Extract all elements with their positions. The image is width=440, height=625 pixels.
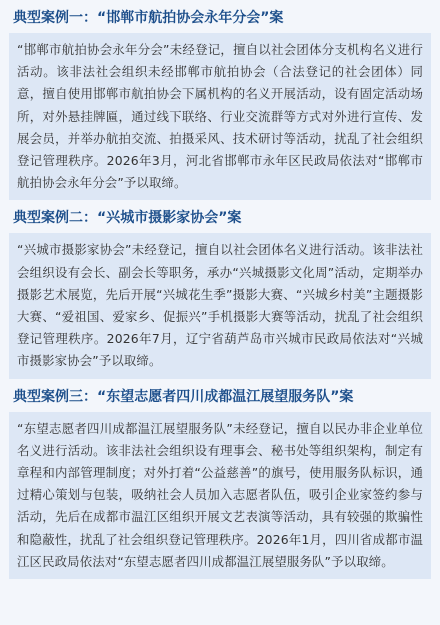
case-one-title: 典型案例一：“邯郸市航拍协会永年分会”案 [13, 10, 284, 26]
case-one-body: “邯郸市航拍协会永年分会”未经登记，擅自以社会团体分支机构名义进行活动。该非法社会组织未经邯郸市航拍协会（合法登记的社会团体）同意，擅自使用邯郸市航拍协会下属机构的名义开展活动，设有固定活动场所，对外悬挂牌匾，通过线下联络、行业交流群等方式对外进行宣传、发展会员，并举办航拍交流、拍摄采风、技术研讨等活动，扰乱了社会组织登记管理秩序。2026年3月，河北省邯郸市永年区民政局依法对“邯郸市航拍协会永年分会”予以取缔。 [17, 42, 423, 191]
case-two [9, 208, 431, 378]
case-one [9, 8, 431, 200]
case-three [9, 387, 431, 579]
case-two-title: 典型案例二：“兴城市摄影家协会”案 [13, 210, 242, 227]
case-three-body: “东望志愿者四川成都温江展望服务队”未经登记，擅自以民办非企业单位名义进行活动。该非法社会组织设有理事会、秘书处等组织架构，制定有章程和内部管理制度；对外打着“公益慈善”的旗号，使用服务队标识，通过精心策划与包装，吸纳社会人员加入志愿者队伍，吸引企业家签约参与活动，先后在成都市温江区组织开展文艺表演等活动，具有较强的欺骗性和隐蔽性，扰乱了社会组织登记管理秩序。2026年1月，四川省成都市温江区民政局依法对“东望志愿者四川成都温江展望服务队”予以取缔。 [17, 420, 423, 569]
case-two-box [9, 233, 431, 378]
case-three-box [9, 412, 431, 579]
case-two-body: “兴城市摄影家协会”未经登记，擅自以社会团体名义进行活动。该非法社会组织设有会长、副会长等职务，承办“兴城摄影文化周”活动，定期举办摄影艺术展览，先后开展“兴城花生季”摄影大赛、“兴城乡村美”主题摄影大赛、“爱祖国、爱家乡、促振兴”手机摄影大赛等活动，扰乱了社会组织登记管理秩序。2026年7月，辽宁省葫芦岛市兴城市民政局依法对“兴城市摄影家协会”予以取缔。 [17, 242, 423, 369]
case-one-box [9, 33, 431, 200]
case-three-title: 典型案例三：“东望志愿者四川成都温江展望服务队”案 [13, 388, 354, 405]
